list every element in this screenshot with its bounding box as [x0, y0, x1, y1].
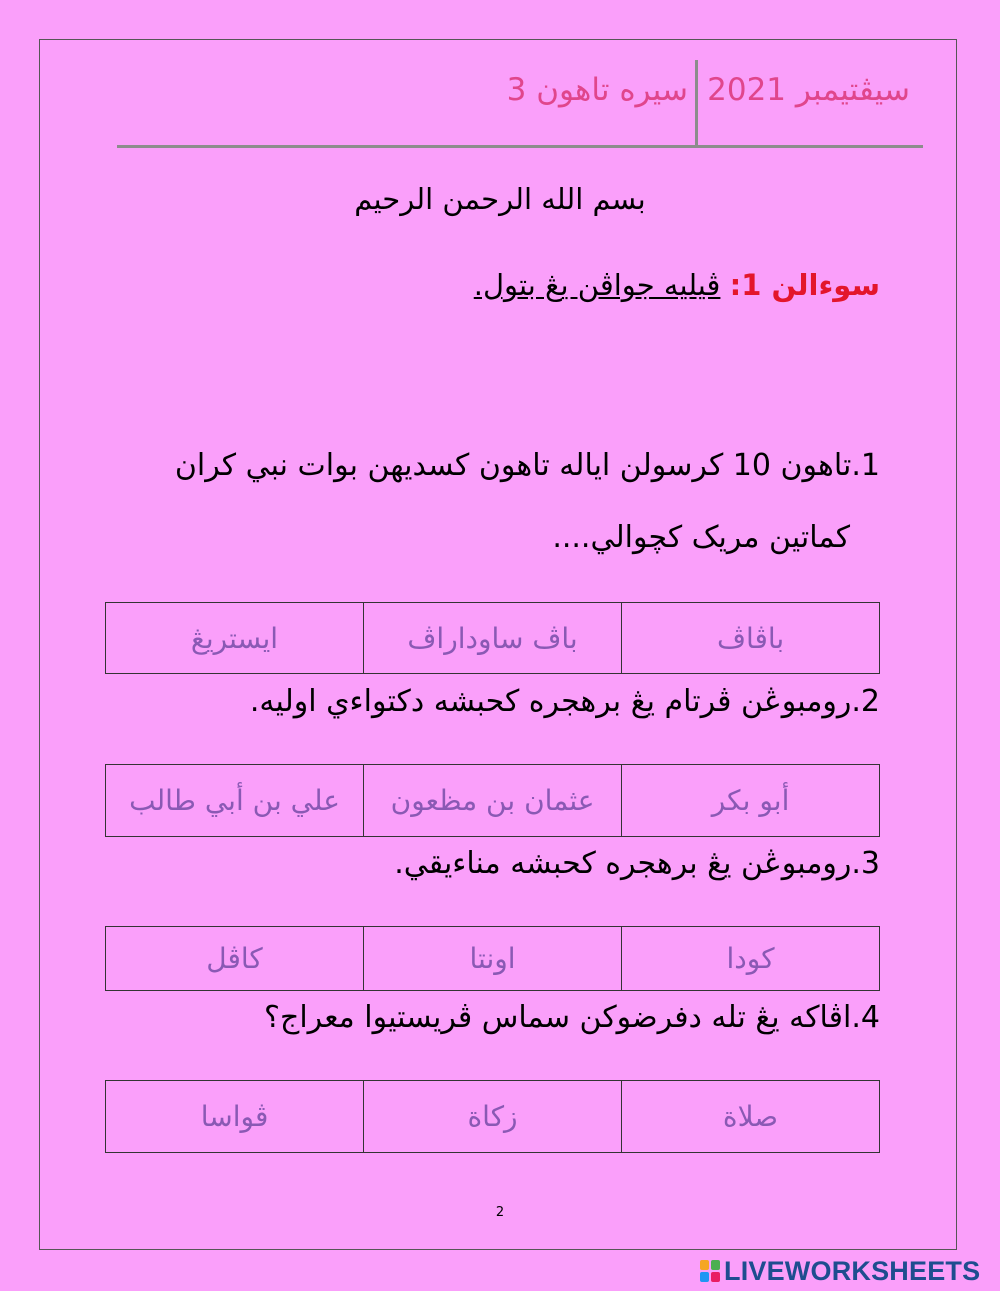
question-3-options [105, 926, 880, 991]
logo-square-2 [711, 1260, 720, 1270]
liveworksheets-logo[interactable] [700, 1256, 980, 1286]
section-label: سوءالن 1: [729, 268, 880, 302]
option-q4-c[interactable]: ڤواسا [106, 1081, 364, 1153]
page-number: 2 [495, 1205, 505, 1220]
question-1-text-continued: كماتين مريک کچوالي.... [552, 520, 850, 555]
question-3-text: 3.رومبوڠن يڠ برهجره كحبشه مناءيقي. [394, 846, 880, 881]
option-q1-c[interactable]: ايستريڠ [106, 603, 364, 674]
logo-square-4 [711, 1272, 720, 1282]
brand-text: LIVEWORKSHEETS [724, 1255, 981, 1286]
liveworksheets-logo-icon [700, 1260, 720, 1282]
question-1-options [105, 602, 880, 674]
question-1-text: 1.تاهون 10 كرسولن اياله تاهون كسديهن بوات نبي كران [174, 448, 880, 483]
option-q1-b[interactable]: باڤ ساوداراڤ [364, 603, 622, 674]
header-topic: سيره تاهون 3 [506, 72, 688, 108]
section-instruction: ڤيليه جواڤن يڠ بتول. [473, 268, 721, 302]
option-q4-b[interactable]: زكاة [364, 1081, 622, 1153]
question-2-options [105, 764, 880, 837]
option-q2-b[interactable]: عثمان بن مظعون [364, 765, 622, 837]
logo-square-1 [700, 1260, 709, 1270]
option-q3-b[interactable]: اونتا [364, 927, 622, 991]
question-2-text: 2.رومبوڠن ڤرتام يڠ برهجره كحبشه دكتواءي اوليه. [249, 684, 880, 719]
option-q2-a[interactable]: أبو بكر [622, 765, 880, 837]
basmala: بسم الله الرحمن الرحيم [354, 182, 646, 216]
logo-square-3 [700, 1272, 709, 1282]
question-4-text: 4.اڤاكه يڠ تله دفرضوكن سماس ڤريستيوا معراج؟ [264, 1000, 880, 1035]
section-title [300, 268, 880, 302]
option-q3-a[interactable]: كودا [622, 927, 880, 991]
option-q3-c[interactable]: كاڤل [106, 927, 364, 991]
question-4-options [105, 1080, 880, 1153]
header-underline [117, 145, 923, 148]
option-q4-a[interactable]: صلاة [622, 1081, 880, 1153]
header-divider [695, 60, 698, 147]
header-date: سيڤتيمبر 2021 [707, 72, 910, 108]
option-q1-a[interactable]: باڤاڤ [622, 603, 880, 674]
option-q2-c[interactable]: علي بن أبي طالب [106, 765, 364, 837]
